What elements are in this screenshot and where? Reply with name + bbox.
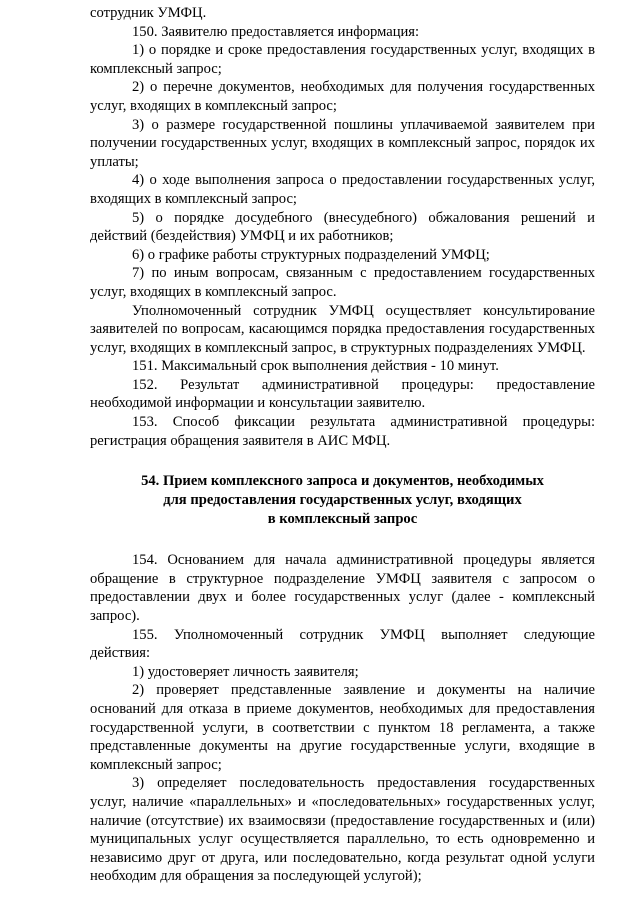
spacer (90, 529, 595, 551)
paragraph: 3) о размере государственной пошлины уплачиваемой заявителем при получении государственных услуг, входящих в комплексный запрос, порядок их уплаты; (90, 116, 595, 170)
paragraph: 1) о порядке и сроке предоставления государственных услуг, входящих в комплексный запрос; (90, 42, 595, 77)
paragraph: 2) о перечне документов, необходимых для получения государственных услуг, входящих в комплексный запрос; (90, 79, 595, 114)
paragraph: 154. Основанием для начала административной процедуры является обращение в структурное подразделение УМФЦ заявителя с запросом о предоставлении двух и более государственных услуг (далее - комплексный запрос). (90, 552, 595, 625)
heading-line-1: 54. Прием комплексного запроса и документов, необходимых (141, 473, 544, 490)
paragraph: 150. Заявителю предоставляется информация: (132, 23, 420, 40)
paragraph: 151. Максимальный срок выполнения действия - 10 минут. (132, 358, 499, 375)
paragraph: Уполномоченный сотрудник УМФЦ осуществляет консультирование заявителей по вопросам, касающимся порядка предоставления государственных услуг, входящих в комплексный запрос, в структурных подразделениях УМФЦ. (90, 302, 595, 356)
paragraph: 5) о порядке досудебного (внесудебного) обжалования решений и действий (бездействия) УМФЦ и их работников; (90, 209, 595, 245)
document-page (90, 4, 595, 886)
paragraph: 155. Уполномоченный сотрудник УМФЦ выполняет следующие действия: (90, 626, 595, 662)
paragraph: сотрудник УМФЦ. (90, 5, 207, 21)
text-block-top (90, 4, 595, 450)
paragraph: 4) о ходе выполнения запроса о предоставлении государственных услуг, входящих в комплексный запрос; (90, 172, 595, 207)
heading-line-2: для предоставления государственных услуг, входящих (163, 492, 522, 509)
paragraph: 2) проверяет представленные заявление и документы на наличие оснований для отказа в приеме документов, необходимых для предоставления государственной услуги, в соответствии с пунктом 18 регламента, а также представленные документы на другие государственные услуги, входящие в комплексный запрос; (90, 682, 595, 773)
paragraph: 152. Результат административной процедуры: предоставление необходимой информации и консультации заявителю. (90, 376, 595, 412)
text-block-bottom (90, 551, 595, 886)
paragraph: 153. Способ фиксации результата административной процедуры: регистрация обращения заявителя в АИС МФЦ. (90, 414, 595, 449)
paragraph: 1) удостоверяет личность заявителя; (132, 663, 359, 680)
paragraph: 3) определяет последовательность предоставления государственных услуг, наличие «параллельных» и «последовательных» государственных услуг, наличие (отсутствие) их взаимосвязи (предоставление государственных и (или) муниципальных услуг осуществляется параллельно, то есть одновременно и независимо друг от друга, или последовательно, когда результат одной услуги необходим для обращения за последующей услугой); (90, 775, 595, 885)
section-heading (90, 472, 595, 529)
heading-line-3: в комплексный запрос (267, 511, 418, 528)
paragraph: 7) по иным вопросам, связанным с предоставлением государственных услуг, входящих в комплексный запрос. (90, 265, 595, 300)
paragraph: 6) о графике работы структурных подразделений УМФЦ; (132, 246, 490, 263)
